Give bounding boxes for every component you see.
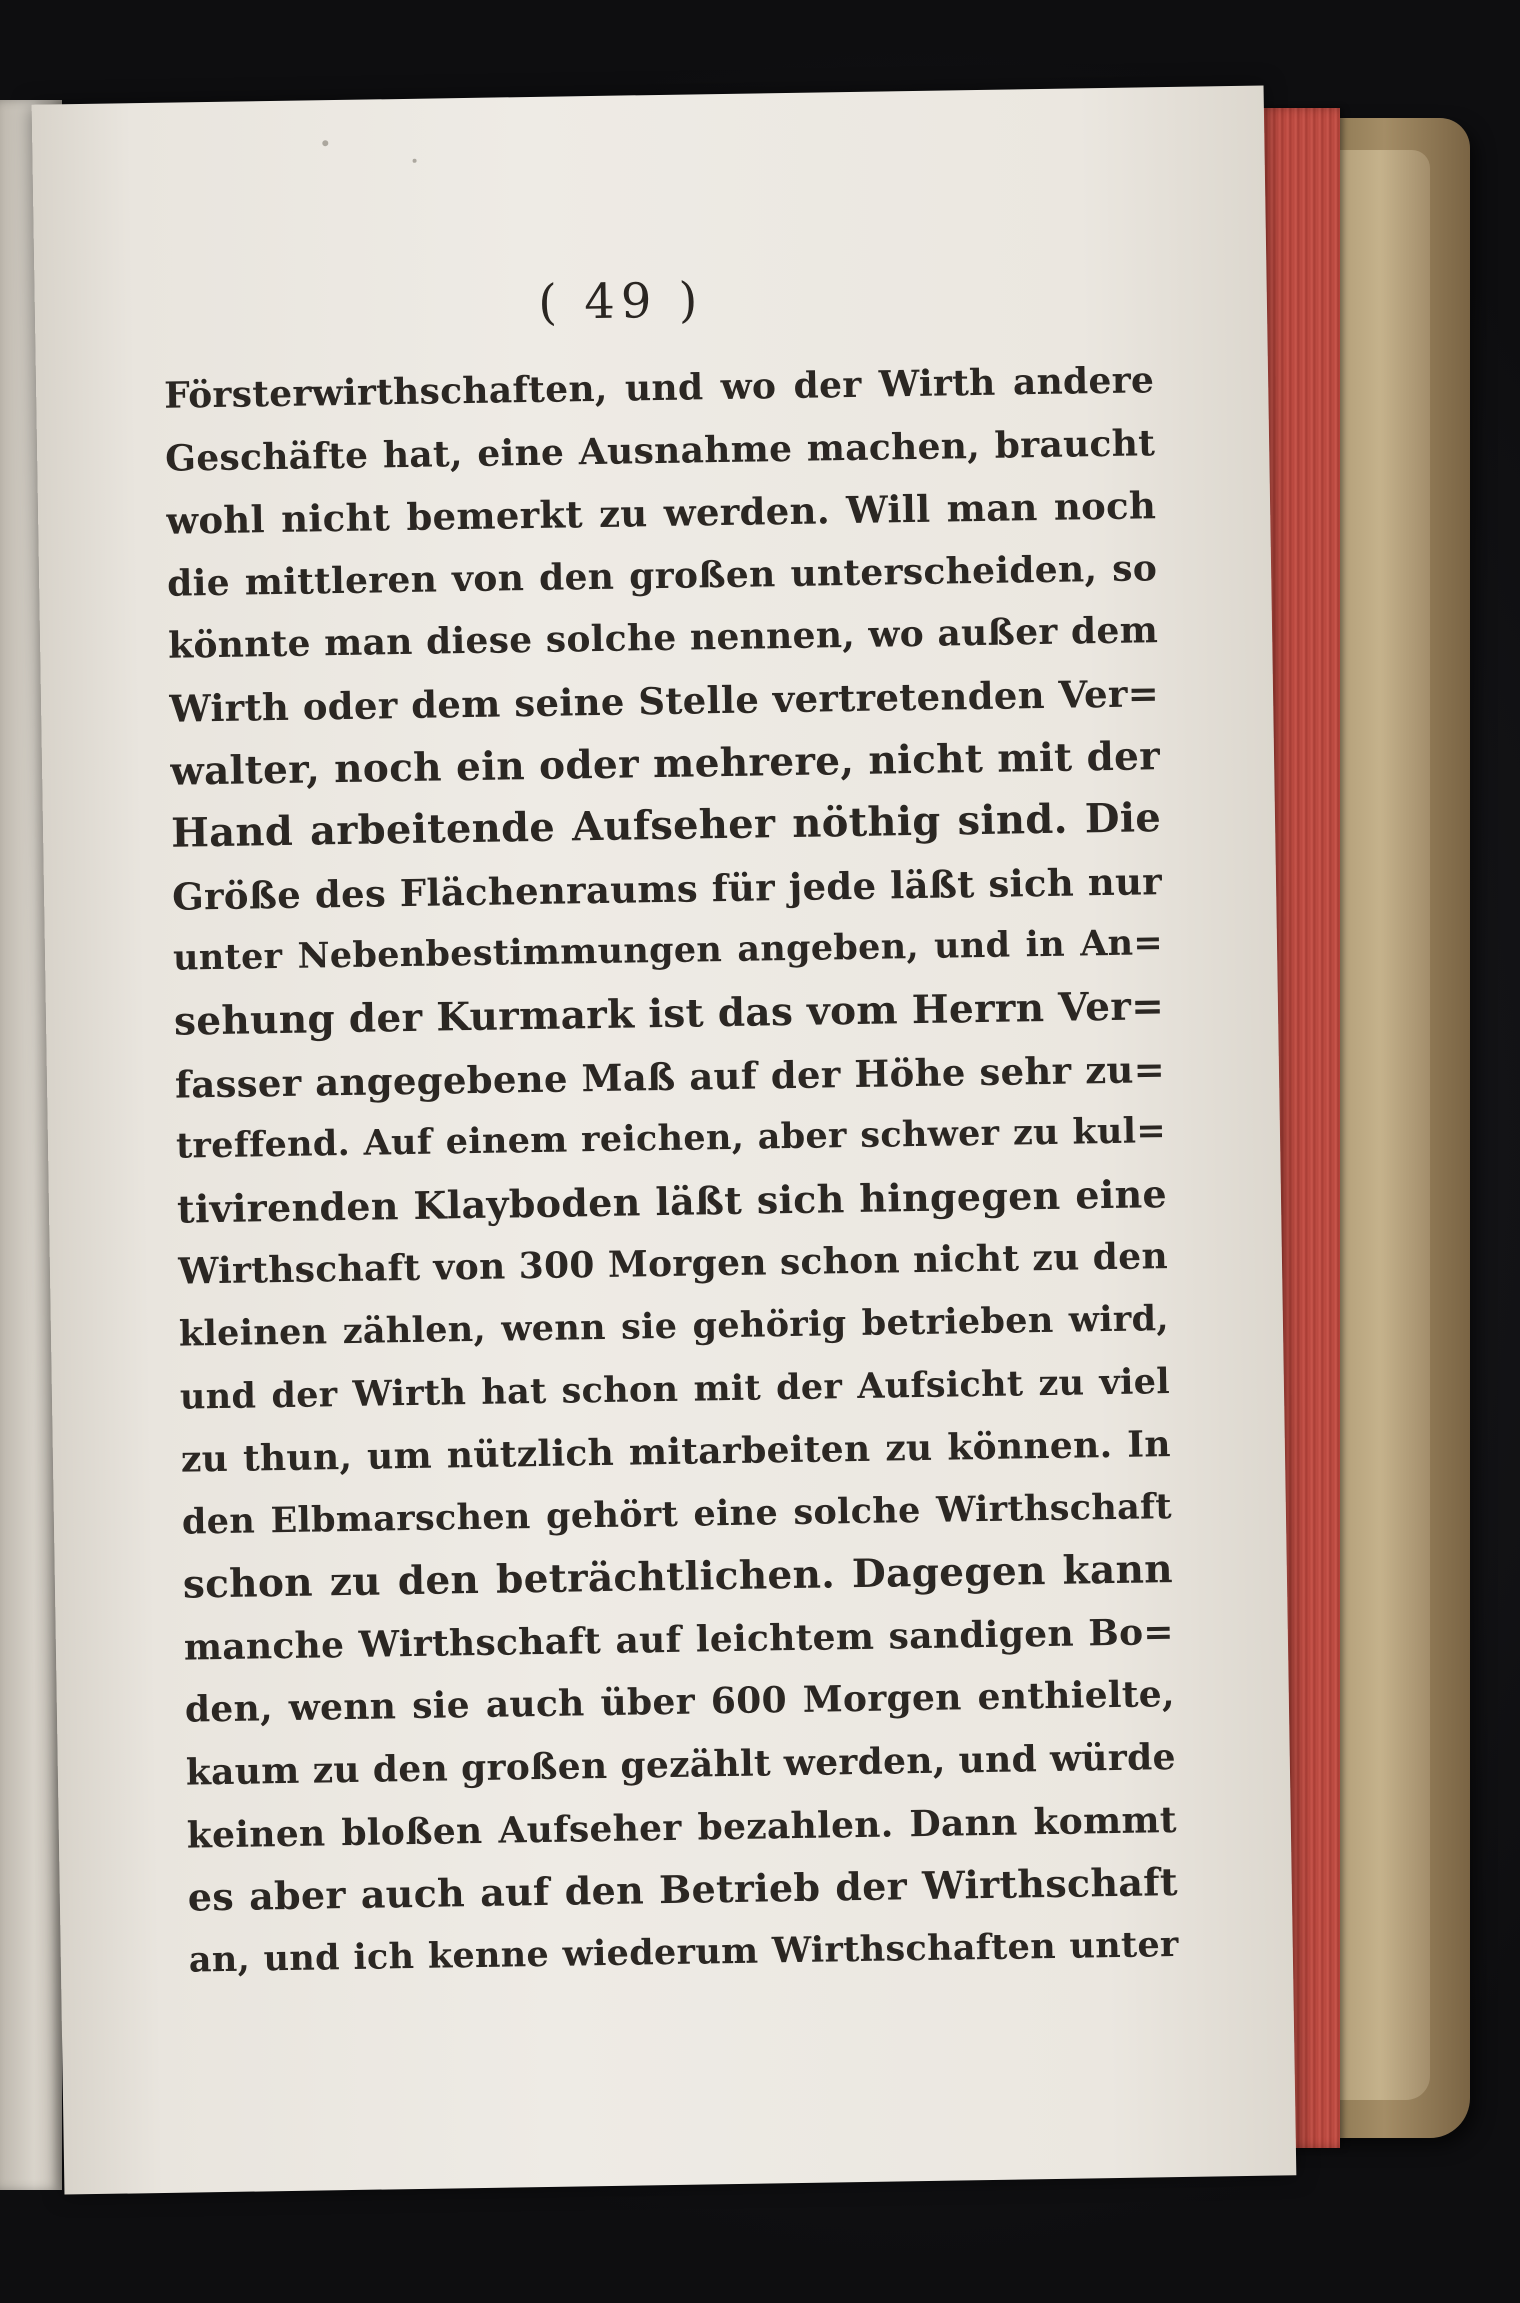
text-line: die mittleren von den großen unterscheiden, so <box>166 546 1158 605</box>
text-line: kleinen zählen, wenn sie gehörig betrieben wird, <box>178 1298 1170 1355</box>
paper-speck <box>322 140 328 146</box>
text-line: schon zu den beträchtlichen. Dagegen kann <box>182 1546 1174 1608</box>
text-line: wohl nicht bemerkt zu werden. Will man noch <box>165 483 1157 543</box>
text-line: den Elbmarschen gehört eine solche Wirthschaft <box>181 1485 1173 1543</box>
text-line: manche Wirthschaft auf leichtem sandigen Bo= <box>183 1610 1175 1669</box>
text-line: keinen bloßen Aufseher bezahlen. Dann kommt <box>186 1798 1178 1857</box>
page-text <box>164 349 1179 1992</box>
paper-speck <box>413 159 417 163</box>
text-line: könnte man diese solche nennen, wo außer dem <box>167 609 1159 668</box>
text-line: unter Nebenbestimmungen angeben, und in An= <box>172 922 1164 980</box>
text-line: Hand arbeitende Aufseher nöthig sind. Die <box>170 794 1162 857</box>
book-cover-inner <box>1330 150 1430 2100</box>
book-page <box>32 85 1297 2194</box>
text-line: sehung der Kurmark ist das vom Herrn Ver= <box>173 983 1165 1045</box>
text-line: Wirthschaft von 300 Morgen schon nicht zu den <box>177 1235 1169 1293</box>
text-line: es aber auch auf den Betrieb der Wirthschaft <box>187 1859 1179 1920</box>
text-line: Försterwirthschaften, und wo der Wirth andere <box>163 359 1155 417</box>
page-number: ( 49 ) <box>537 272 704 331</box>
text-line: fasser angegebene Maß auf der Höhe sehr zu= <box>174 1046 1166 1107</box>
text-line: Wirth oder dem seine Stelle vertretenden Ver= <box>168 671 1160 731</box>
text-line: Geschäfte hat, eine Ausnahme machen, braucht <box>164 421 1156 480</box>
text-line: tivirenden Klayboden läßt sich hingegen eine <box>176 1170 1168 1232</box>
text-line: Größe des Flächenraums für jede läßt sich nur <box>171 858 1163 919</box>
text-line: zu thun, um nützlich mitarbeiten zu können. In <box>180 1423 1172 1481</box>
text-line: und der Wirth hat schon mit der Aufsicht zu viel <box>179 1360 1171 1418</box>
text-line: walter, noch ein oder mehrere, nicht mit der <box>169 732 1161 795</box>
text-line: den, wenn sie auch über 600 Morgen enthielte, <box>184 1673 1176 1732</box>
text-line: an, und ich kenne wiederum Wirthschaften unter <box>188 1923 1180 1981</box>
text-line: treffend. Auf einem reichen, aber schwer zu kul= <box>175 1110 1167 1167</box>
text-line: kaum zu den großen gezählt werden, und würde <box>185 1736 1177 1794</box>
